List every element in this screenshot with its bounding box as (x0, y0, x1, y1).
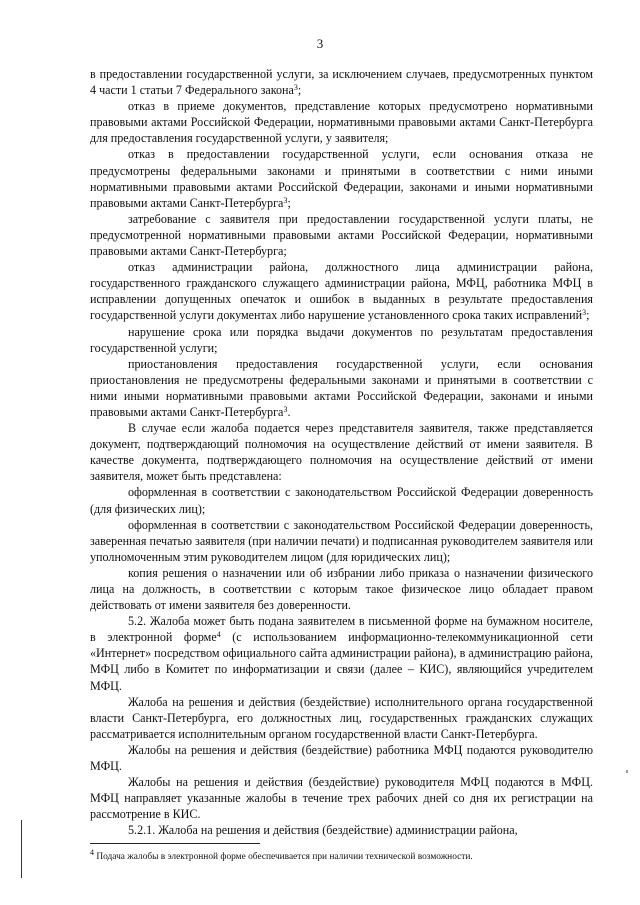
paragraph (90, 774, 593, 822)
page-number: 3 (316, 36, 324, 51)
paragraph-text: приостановления предоставления государственной услуги, если основания приостановления не предусмотрены федеральными законами и принятыми в соответствии с ними иными нормативными правовыми актами Российской Федерации, законами и иными правовыми актами Санкт-Петербурга (90, 356, 593, 419)
paragraph (90, 484, 593, 516)
paragraph-text: Жалобы на решения и действия (бездействие) работника МФЦ подаются руководителю МФЦ. (90, 742, 593, 774)
paragraph-text-tail: ; (586, 308, 590, 323)
paragraph-text: нарушение срока или порядка выдачи документов по результатам предоставления государственной услуги; (90, 324, 593, 355)
paragraph-text: Жалобы на решения и действия (бездействие) руководителя МФЦ подаются в МФЦ. МФЦ направляет указанные жалобы в течение трех рабочих дней со дня их регистрации на рассмотрение в КИС. (90, 775, 593, 822)
paragraph (90, 613, 593, 693)
footnote-reference: 3 (283, 195, 288, 205)
paragraph-text: отказ администрации района, должностного лица администрации района, государственного гражданского служащего администрации района, МФЦ, работника МФЦ в исправлении допущенных опечаток и ошибок в выданных в результате предоставления государственной услуги документах либо нарушение установленного срока таких исправлений (90, 260, 593, 323)
paragraph-text-tail: (с использованием информационно-телекоммуникационной сети «Интернет» посредством официального сайта администрации района), в администрацию района, МФЦ либо в Комитет по информатизации и связи (далее – КИС), являющийся учредителем МФЦ. (90, 630, 593, 693)
paragraph (90, 565, 593, 613)
paragraph (90, 324, 593, 356)
paragraph-text: 5.2.1. Жалоба на решения и действия (бездействие) администрации района, (128, 823, 518, 838)
paragraph-text: копия решения о назначении или об избрании либо приказа о назначении физического лица на должность, в соответствии с которым такое физическое лицо обладает правом действовать от имени заявителя без доверенности. (90, 565, 593, 613)
paragraph (90, 694, 593, 742)
paragraph-text-tail: . (287, 404, 291, 419)
paragraph-text: отказ в предоставлении государственной услуги, если основания отказа не предусмотрены федеральными законами и принятыми в соответствии с ними иными нормативными правовыми актами Российской Федерации, законами и иными нормативными правовыми актами Санкт-Петербурга (90, 147, 593, 210)
paragraph-text: 5.2. Жалоба может быть подана заявителем в письменной форме на бумажном носителе, в электронной форме (90, 614, 593, 645)
footnote-reference: 3 (283, 404, 288, 414)
footnote-reference: 3 (293, 83, 298, 93)
paragraph (90, 742, 593, 774)
paragraph (90, 66, 593, 98)
paragraph-text: Жалоба на решения и действия (бездействие) исполнительного органа государственной власти Санкт-Петербурга, его должностных лиц, государственных гражданских служащих рассматривается исполнительным органом государственной власти Санкт-Петербурга. (90, 694, 593, 741)
footnote-mark: 4 (90, 848, 94, 857)
paragraph-text: оформленная в соответствии с законодательством Российской Федерации доверенность (для физических лиц); (90, 485, 593, 516)
paragraph (90, 259, 593, 323)
footnote (90, 848, 593, 863)
paragraph-text: отказ в приеме документов, представление которых предусмотрено нормативными правовыми актами Российской Федерации, нормативными правовыми актами Санкт-Петербурга для предоставления государственной услуги, у заявителя; (90, 99, 593, 146)
paragraph (90, 420, 593, 484)
footnote-text: Подача жалобы в электронной форме обеспечивается при наличии технической возможности. (94, 852, 473, 862)
paragraph (90, 356, 593, 420)
document-body (90, 66, 593, 839)
footnote-reference: 3 (582, 308, 587, 318)
paragraph-text-tail: ; (287, 195, 291, 210)
footnote-separator (90, 843, 260, 844)
scan-speck (626, 770, 628, 773)
margin-binding-mark (21, 820, 22, 878)
paragraph-text: в предоставлении государственной услуги, за исключением случаев, предусмотренных пунктом 4 части 1 статьи 7 Федерального закона (90, 67, 593, 98)
paragraph (90, 822, 593, 838)
paragraph-text-tail: ; (297, 83, 302, 98)
paragraph-text: затребование с заявителя при предоставлении государственной услуги платы, не предусмотренной нормативными правовыми актами Российской Федерации, нормативными правовыми актами Санкт-Петербурга; (90, 211, 593, 259)
paragraph-text: В случае если жалоба подается через представителя заявителя, также представляется документ, подтверждающий полномочия на осуществление действий от имени заявителя. В качестве документа, подтверждающего полномочия на осуществление действий от имени заявителя, может быть представлена: (90, 421, 593, 484)
footnote-reference: 4 (216, 630, 221, 640)
paragraph (90, 146, 593, 210)
paragraph (90, 98, 593, 146)
paragraph (90, 211, 593, 259)
paragraph (90, 517, 593, 565)
paragraph-text: оформленная в соответствии с законодательством Российской Федерации доверенность, заверенная печатью заявителя (при наличии печати) и подписанная руководителем заявителя или уполномоченным этим руководителем лицом (для юридических лиц); (90, 517, 593, 564)
